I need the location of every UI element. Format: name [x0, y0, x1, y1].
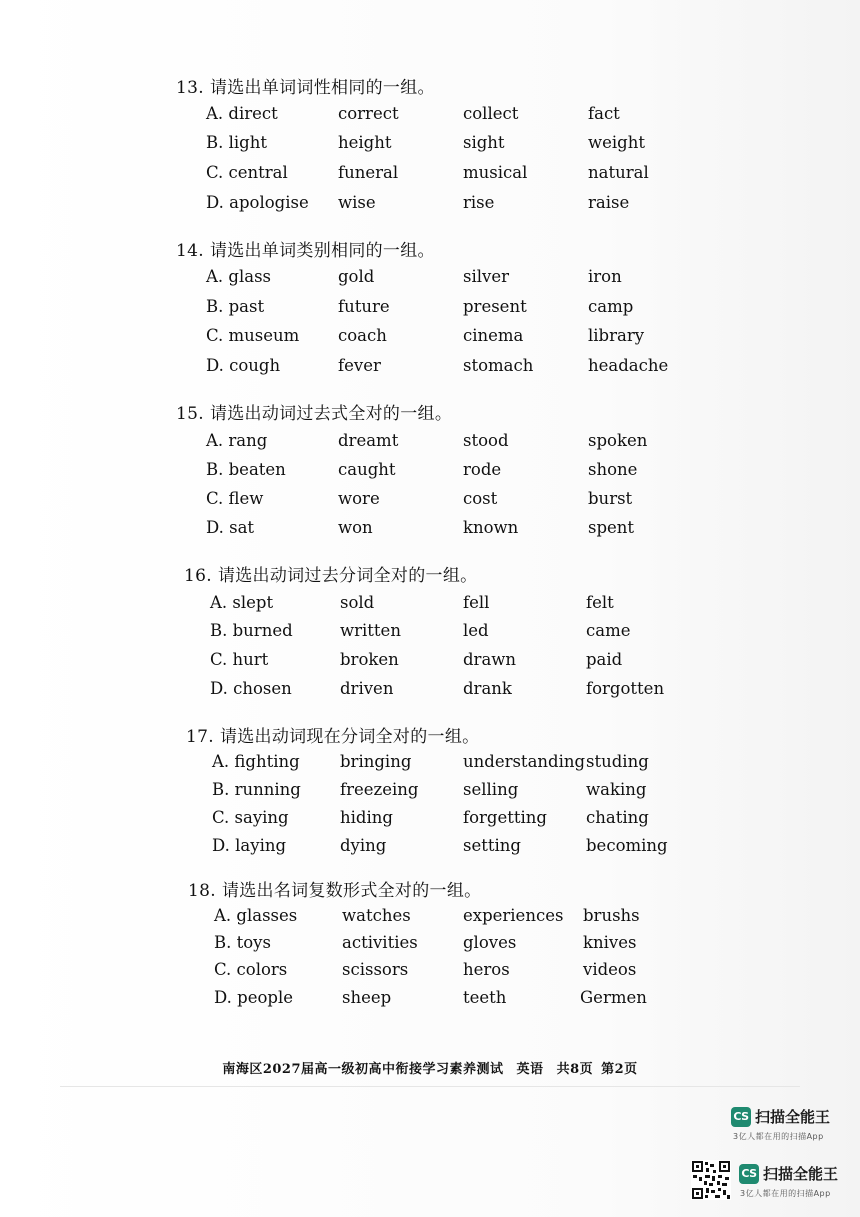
- option-label: C. museum: [206, 326, 300, 345]
- option-word: sheep: [342, 988, 392, 1007]
- option-word: brushs: [583, 906, 640, 925]
- option-word: coach: [338, 326, 387, 345]
- question-number: 13.: [176, 78, 204, 98]
- option-label: A. glass: [206, 267, 272, 286]
- option-label: A. fighting: [212, 752, 300, 771]
- option-label: B. toys: [214, 933, 271, 952]
- option-word: broken: [340, 650, 399, 669]
- camscanner-watermark-qr: [739, 1163, 838, 1184]
- camscanner-name: 扫描全能王: [763, 1165, 839, 1183]
- option-row: [0, 518, 860, 540]
- option-word: wore: [338, 489, 380, 508]
- option-word: hiding: [340, 808, 393, 827]
- camscanner-tagline: 3亿人都在用的扫描App: [740, 1189, 831, 1198]
- option-word: rode: [463, 460, 502, 479]
- option-label: B. light: [206, 133, 267, 152]
- option-word: headache: [588, 356, 669, 375]
- option-word: raise: [588, 193, 630, 212]
- option-word: driven: [340, 679, 394, 698]
- option-row: [0, 988, 860, 1010]
- option-word: correct: [338, 104, 399, 123]
- option-word: cost: [463, 489, 498, 508]
- total-pages: 共8页: [556, 1062, 594, 1077]
- option-row: [0, 431, 860, 453]
- option-word: waking: [586, 780, 647, 799]
- page-footer: [0, 1058, 860, 1077]
- question-prompt: 请选出单词词性相同的一组。: [209, 78, 435, 98]
- option-word: cinema: [463, 326, 524, 345]
- question-number: 16.: [184, 566, 212, 586]
- option-word: shone: [588, 460, 638, 479]
- option-word: becoming: [586, 836, 668, 855]
- option-word: chating: [586, 808, 649, 827]
- option-word: setting: [463, 836, 521, 855]
- option-label: A. glasses: [214, 906, 298, 925]
- question-title: [176, 236, 435, 261]
- option-word: collect: [463, 104, 519, 123]
- option-word: sold: [340, 593, 375, 612]
- option-row: [0, 326, 860, 348]
- option-word: knives: [583, 933, 637, 952]
- option-label: A. slept: [210, 593, 274, 612]
- option-row: [0, 193, 860, 215]
- option-row: [0, 780, 860, 802]
- option-word: wise: [338, 193, 376, 212]
- question-title: [176, 399, 452, 424]
- option-word: Germen: [580, 988, 647, 1007]
- option-word: gold: [338, 267, 375, 286]
- option-row: [0, 933, 860, 955]
- option-word: dying: [340, 836, 387, 855]
- option-label: C. central: [206, 163, 288, 182]
- option-label: A. rang: [206, 431, 268, 450]
- option-label: A. direct: [206, 104, 278, 123]
- option-word: caught: [338, 460, 396, 479]
- option-word: led: [463, 621, 489, 640]
- option-label: D. apologise: [206, 193, 309, 212]
- option-row: [0, 163, 860, 185]
- option-word: paid: [586, 650, 623, 669]
- option-word: drank: [463, 679, 512, 698]
- option-row: [0, 808, 860, 830]
- option-row: [0, 906, 860, 928]
- question-prompt: 请选出单词类别相同的一组。: [209, 241, 435, 261]
- option-word: iron: [588, 267, 622, 286]
- question-title: [188, 876, 481, 901]
- option-word: fever: [338, 356, 381, 375]
- option-row: [0, 593, 860, 615]
- option-row: [0, 133, 860, 155]
- option-word: natural: [588, 163, 649, 182]
- option-word: stomach: [463, 356, 534, 375]
- option-word: funeral: [338, 163, 399, 182]
- option-label: C. flew: [206, 489, 264, 508]
- option-word: dreamt: [338, 431, 399, 450]
- option-label: B. beaten: [206, 460, 286, 479]
- option-label: D. chosen: [210, 679, 292, 698]
- option-row: [0, 679, 860, 701]
- option-word: fact: [588, 104, 620, 123]
- option-word: teeth: [463, 988, 507, 1007]
- question-prompt: 请选出动词现在分词全对的一组。: [219, 727, 480, 747]
- option-word: drawn: [463, 650, 517, 669]
- question-title: [176, 73, 435, 98]
- option-word: freezeing: [340, 780, 419, 799]
- option-word: rise: [463, 193, 495, 212]
- option-word: present: [463, 297, 527, 316]
- qr-code-icon: [691, 1160, 731, 1200]
- question-title: [184, 561, 477, 586]
- option-word: known: [463, 518, 519, 537]
- question-prompt: 请选出名词复数形式全对的一组。: [221, 881, 482, 901]
- option-word: gloves: [463, 933, 517, 952]
- option-row: [0, 297, 860, 319]
- option-row: [0, 356, 860, 378]
- option-word: stood: [463, 431, 509, 450]
- option-word: weight: [588, 133, 645, 152]
- question-number: 17.: [186, 727, 214, 747]
- option-word: library: [588, 326, 645, 345]
- option-row: [0, 460, 860, 482]
- option-word: selling: [463, 780, 519, 799]
- option-row: [0, 650, 860, 672]
- question-number: 18.: [188, 881, 216, 901]
- option-word: heros: [463, 960, 510, 979]
- option-word: activities: [342, 933, 418, 952]
- option-word: came: [586, 621, 631, 640]
- option-row: [0, 836, 860, 858]
- option-label: B. past: [206, 297, 265, 316]
- option-word: experiences: [463, 906, 564, 925]
- exam-title: 南海区2027届高一级初高中衔接学习素养测试: [222, 1062, 504, 1077]
- option-label: D. sat: [206, 518, 255, 537]
- option-label: B. burned: [210, 621, 293, 640]
- option-word: height: [338, 133, 392, 152]
- option-label: D. laying: [212, 836, 287, 855]
- option-row: [0, 267, 860, 289]
- option-row: [0, 104, 860, 126]
- option-word: bringing: [340, 752, 412, 771]
- option-word: sight: [463, 133, 505, 152]
- option-word: forgotten: [586, 679, 665, 698]
- footer-divider: [60, 1086, 800, 1087]
- option-label: B. running: [212, 780, 301, 799]
- option-word: silver: [463, 267, 509, 286]
- option-word: felt: [586, 593, 614, 612]
- option-word: camp: [588, 297, 634, 316]
- camscanner-watermark: [731, 1106, 830, 1127]
- question-prompt: 请选出动词过去式全对的一组。: [209, 404, 453, 424]
- option-word: videos: [583, 960, 637, 979]
- option-label: C. colors: [214, 960, 288, 979]
- option-word: fell: [463, 593, 490, 612]
- option-word: musical: [463, 163, 528, 182]
- camscanner-logo-icon: CS: [739, 1164, 759, 1184]
- option-word: understanding: [463, 752, 586, 771]
- option-word: studing: [586, 752, 649, 771]
- option-label: D. cough: [206, 356, 281, 375]
- option-word: won: [338, 518, 373, 537]
- option-row: [0, 621, 860, 643]
- option-label: C. saying: [212, 808, 289, 827]
- option-word: watches: [342, 906, 411, 925]
- option-row: [0, 960, 860, 982]
- subject-label: 英语: [516, 1062, 544, 1077]
- question-number: 14.: [176, 241, 204, 261]
- question-title: [186, 722, 479, 747]
- option-row: [0, 752, 860, 774]
- option-row: [0, 489, 860, 511]
- option-word: written: [340, 621, 401, 640]
- option-word: spent: [588, 518, 635, 537]
- question-prompt: 请选出动词过去分词全对的一组。: [217, 566, 478, 586]
- option-label: C. hurt: [210, 650, 269, 669]
- option-word: scissors: [342, 960, 409, 979]
- camscanner-logo-icon: CS: [731, 1107, 751, 1127]
- camscanner-name: 扫描全能王: [755, 1108, 831, 1126]
- camscanner-tagline: 3亿人都在用的扫描App: [733, 1132, 824, 1141]
- page-number: 第2页: [601, 1062, 638, 1077]
- question-number: 15.: [176, 404, 204, 424]
- option-word: future: [338, 297, 390, 316]
- option-word: spoken: [588, 431, 648, 450]
- option-word: burst: [588, 489, 633, 508]
- option-word: forgetting: [463, 808, 547, 827]
- option-label: D. people: [214, 988, 293, 1007]
